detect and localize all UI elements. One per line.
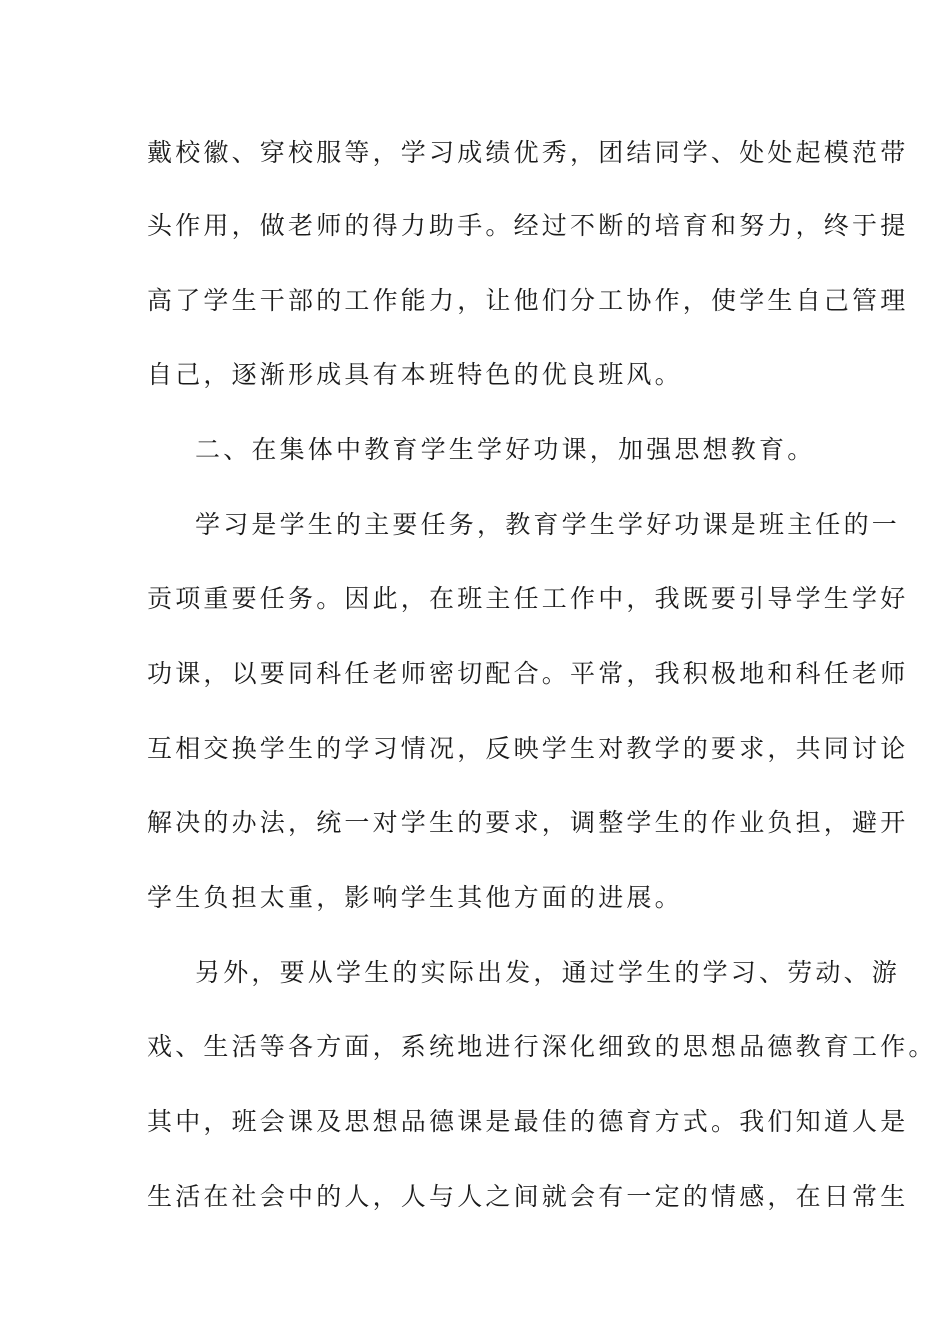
text-line: 学习是学生的主要任务，教育学生学好功课是班主任的一 xyxy=(195,510,901,539)
section-heading: 二、在集体中教育学生学好功课，加强思想教育。 xyxy=(195,435,816,464)
text-line: 学生负担太重，影响学生其他方面的进展。 xyxy=(147,883,683,912)
text-line: 生活在社会中的人，人与人之间就会有一定的情感，在日常生 xyxy=(147,1182,909,1211)
text-line: 戏、生活等各方面，系统地进行深化细致的思想品德教育工作。 xyxy=(147,1032,937,1061)
text-line: 其中，班会课及思想品德课是最佳的德育方式。我们知道人是 xyxy=(147,1107,909,1136)
text-line: 功课，以要同科任老师密切配合。平常，我积极地和科任老师 xyxy=(147,659,909,688)
text-line: 另外，要从学生的实际出发，通过学生的学习、劳动、游 xyxy=(195,958,901,987)
text-line: 头作用，做老师的得力助手。经过不断的培育和努力，终于提 xyxy=(147,211,909,240)
text-line: 贡项重要任务。因此，在班主任工作中，我既要引导学生学好 xyxy=(147,584,909,613)
text-line: 自己，逐渐形成具有本班特色的优良班风。 xyxy=(147,360,683,389)
text-line: 戴校徽、穿校服等，学习成绩优秀，团结同学、处处起模范带 xyxy=(147,138,909,167)
text-line: 高了学生干部的工作能力，让他们分工协作，使学生自己管理 xyxy=(147,286,909,315)
text-line: 互相交换学生的学习情况，反映学生对教学的要求，共同讨论 xyxy=(147,734,909,763)
text-line: 解决的办法，统一对学生的要求，调整学生的作业负担，避开 xyxy=(147,808,909,837)
